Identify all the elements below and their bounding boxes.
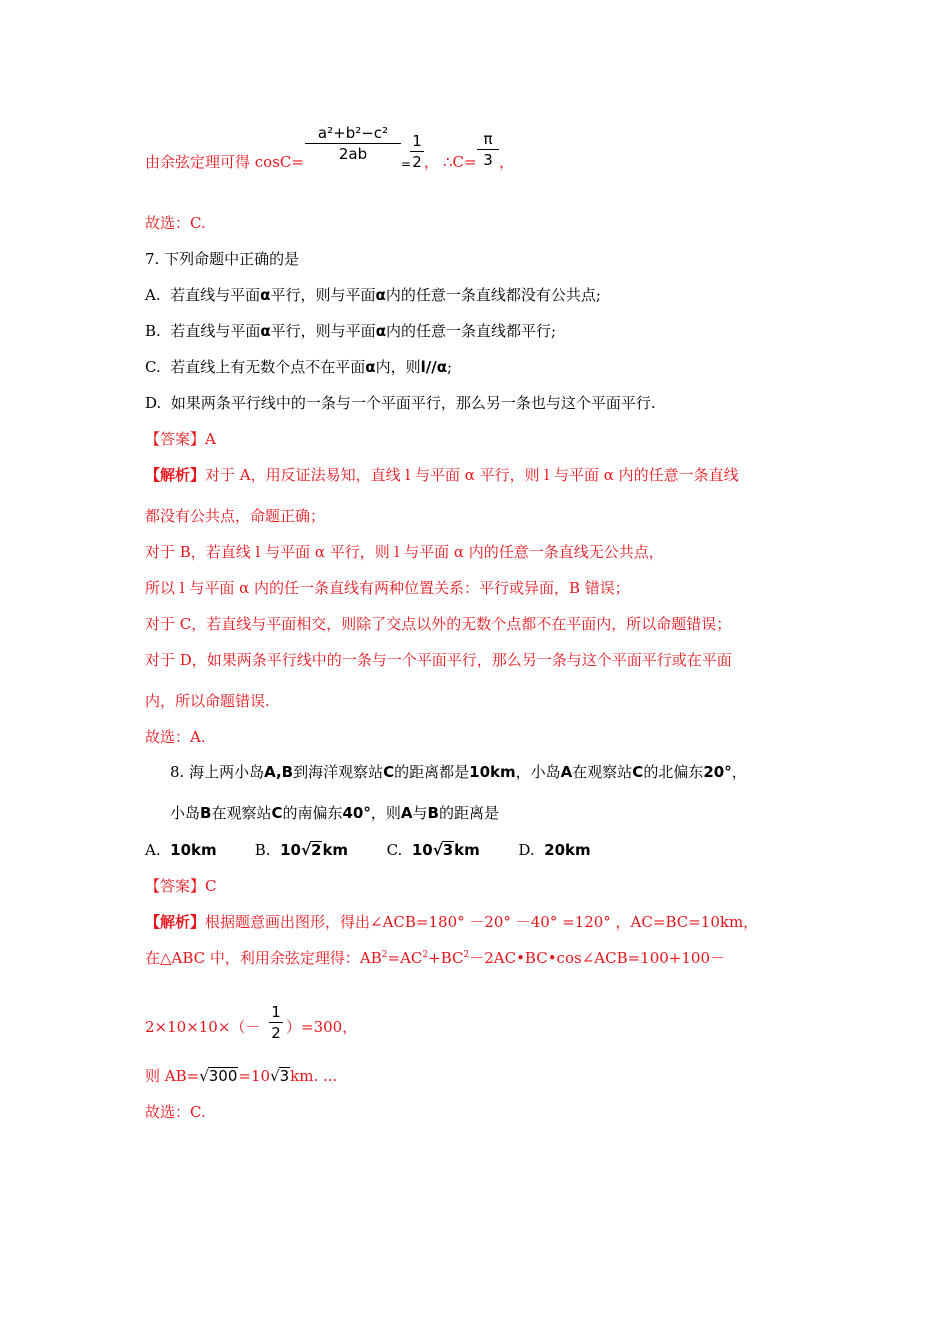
q7-analysis-line-3: 对于 B，若直线 l 与平面 α 平行，则 l 与平面 α 内的任意一条直线无公共点， [145, 543, 664, 561]
q7-analysis-line-2: 都没有公共点，命题正确； [145, 507, 326, 525]
therefore-c: ∴C= [443, 153, 477, 171]
comma: ， [424, 153, 440, 171]
fraction-denominator: 2ab [338, 145, 368, 163]
q7-analysis-line-1: 【解析】对于 A，用反证法易知，直线 l 与平面 α 平行，则 l 与平面 α 内的任意一条直线 [145, 466, 739, 484]
q8-analysis-line-1: 【解析】根据题意画出图形，得出∠ACB=180° －20° －40° =120° ，AC=BC=10km， [145, 913, 759, 931]
q7-analysis-line-5: 对于 C，若直线与平面相交，则除了交点以外的无数个点都不在平面内，所以命题错误； [145, 615, 732, 633]
equals-sign: = [401, 157, 412, 171]
fraction-pi-third: π 3 [477, 130, 499, 169]
end-comma: ， [499, 153, 515, 171]
q7-stem: 7. 下列命题中正确的是 [145, 250, 300, 268]
q7-choose: 故选：A. [145, 728, 206, 746]
q7-answer: 【答案】A [145, 430, 216, 448]
fraction-numerator: a²+b²−c² [317, 124, 389, 142]
q8-options [145, 840, 591, 860]
q8-stem-line-1: 8. 海上两小岛A,B到海洋观察站C的距离都是10km，小岛A在观察站C的北偏东20°， [170, 763, 747, 781]
fraction-half: 1 2 [410, 132, 424, 171]
q7-option-b: B. 若直线与平面α平行，则与平面α内的任意一条直线都平行; [145, 322, 557, 340]
q8-analysis-line-3b: ）=300， [286, 1018, 358, 1036]
q6-choose: 故选：C. [145, 214, 206, 232]
q7-analysis-line-7: 内，所以命题错误. [145, 692, 270, 710]
cos-prefix: 由余弦定理可得 cosC= [145, 153, 304, 171]
fraction-cosc [305, 124, 401, 163]
q8-option-c: C. 10√3km [386, 841, 480, 859]
q8-option-d: D. 20km [518, 841, 591, 859]
q8-option-b: B. 10√2km [254, 841, 349, 859]
q8-stem-line-2: 小岛B在观察站C的南偏东40°，则A与B的距离是 [170, 804, 499, 822]
q7-analysis-line-6: 对于 D，如果两条平行线中的一条与一个平面平行，那么另一条与这个平面平行或在平面 [145, 651, 732, 669]
fraction-negative-half: 1 2 [269, 1003, 283, 1042]
q8-answer: 【答案】C [145, 877, 217, 895]
q7-option-d: D. 如果两条平行线中的一条与一个平面平行，那么另一条也与这个平面平行. [145, 394, 656, 412]
q8-analysis-line-2: 在△ABC 中，利用余弦定理得：$AB^2=AC^2+BC^2-2AC•BC•\cos\angle ACB=100+100-$ [145, 949, 725, 967]
q8-choose: 故选：C. [145, 1103, 206, 1121]
q8-analysis-line-3a: 2×10×10×（－ [145, 1018, 261, 1036]
q8-option-a: A. 10km [145, 841, 217, 859]
q7-analysis-line-4: 所以 l 与平面 α 内的任一条直线有两种位置关系：平行或异面，B 错误； [145, 579, 630, 597]
q7-option-c: C. 若直线上有无数个点不在平面α内，则l//α; [145, 358, 453, 376]
q7-option-a: A. 若直线与平面α平行，则与平面α内的任意一条直线都没有公共点; [145, 286, 601, 304]
q8-analysis-line-4: 则 AB=√300=10√3km. ... [145, 1067, 338, 1085]
